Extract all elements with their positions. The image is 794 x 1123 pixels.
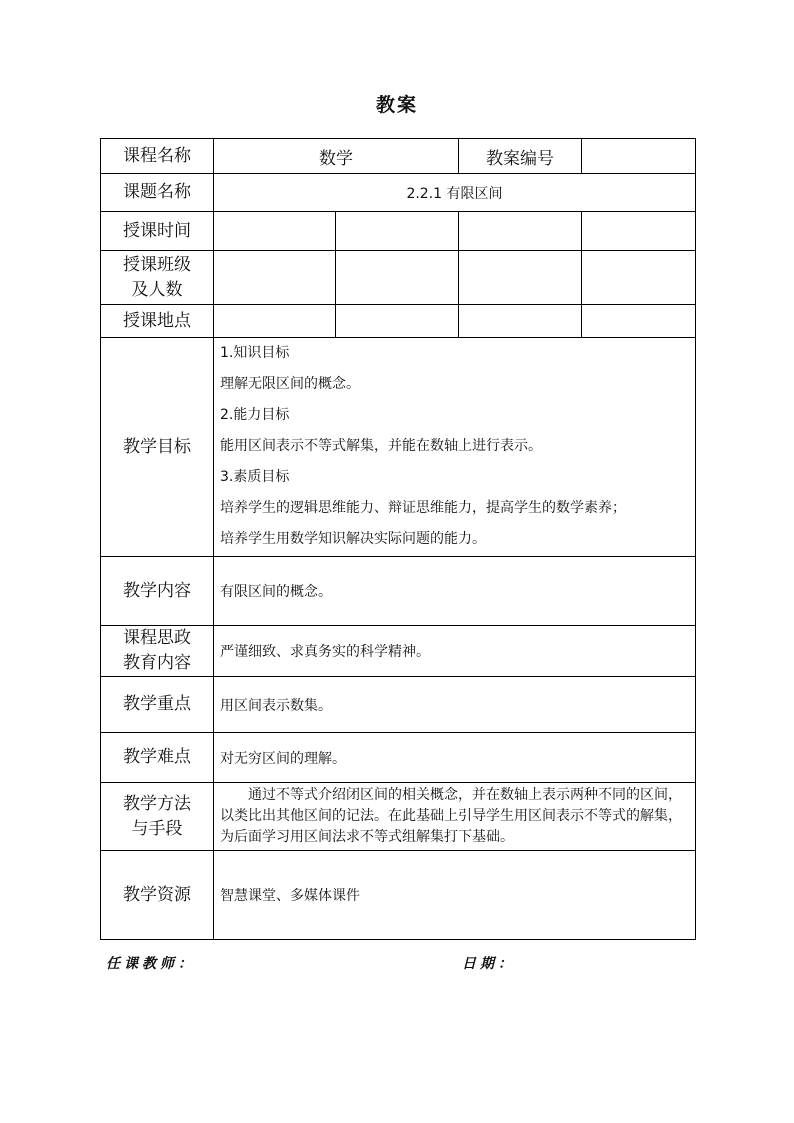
row-goals xyxy=(101,338,696,557)
row-key-points xyxy=(101,677,696,733)
methods-label xyxy=(101,783,214,851)
key-points-label: 教学重点 xyxy=(101,677,214,733)
ideology-label xyxy=(101,626,214,677)
date-label: 日期： xyxy=(462,956,516,972)
time-cell-4 xyxy=(582,212,696,251)
location-cell-2 xyxy=(336,305,459,338)
methods-label-line1: 教学方法 xyxy=(123,793,191,814)
plan-number-value xyxy=(582,139,696,174)
class-cell-1 xyxy=(214,251,336,305)
plan-number-label: 教案编号 xyxy=(459,139,582,174)
key-points-value: 用区间表示数集。 xyxy=(214,677,696,733)
goal-line: 3.素质目标 xyxy=(220,469,290,485)
row-class xyxy=(101,251,696,305)
location-label: 授课地点 xyxy=(101,305,214,338)
difficulties-label: 教学难点 xyxy=(101,733,214,783)
row-difficulties xyxy=(101,733,696,783)
methods-value xyxy=(214,783,696,851)
location-cell-3 xyxy=(459,305,582,338)
goals-content xyxy=(214,338,696,557)
methods-label-line2: 与手段 xyxy=(131,818,183,839)
ideology-value: 严谨细致、求真务实的科学精神。 xyxy=(214,626,696,677)
methods-text: 通过不等式介绍闭区间的相关概念，并在数轴上表示两种不同的区间，以类比出其他区间的记法。在此基础上引导学生用区间表示不等式的解集，为后面学习用区间法求不等式组解集打下基础。 xyxy=(220,787,682,845)
course-name-value: 数学 xyxy=(214,139,459,174)
location-cell-4 xyxy=(582,305,696,338)
class-label-line1: 授课班级 xyxy=(123,254,191,275)
difficulties-value: 对无穷区间的理解。 xyxy=(214,733,696,783)
content-value: 有限区间的概念。 xyxy=(214,557,696,626)
topic-value: 2.2.1 有限区间 xyxy=(214,174,696,212)
location-cell-1 xyxy=(214,305,336,338)
goal-line: 1.知识目标 xyxy=(220,345,290,361)
class-cell-3 xyxy=(459,251,582,305)
document-title: 教案 xyxy=(375,94,418,116)
row-time xyxy=(101,212,696,251)
lesson-plan-table xyxy=(100,138,696,940)
content-label: 教学内容 xyxy=(101,557,214,626)
class-label xyxy=(101,251,214,305)
class-label-line2: 及人数 xyxy=(131,279,183,300)
ideology-label-line1: 课程思政 xyxy=(123,628,191,648)
row-location xyxy=(101,305,696,338)
goal-line: 2.能力目标 xyxy=(220,407,290,423)
time-cell-1 xyxy=(214,212,336,251)
teacher-label: 任课教师： xyxy=(106,956,196,972)
time-label: 授课时间 xyxy=(101,212,214,251)
time-cell-3 xyxy=(459,212,582,251)
goals-label: 教学目标 xyxy=(101,338,214,557)
row-content xyxy=(101,557,696,626)
resources-value: 智慧课堂、多媒体课件 xyxy=(214,851,696,940)
row-topic xyxy=(101,174,696,212)
goal-line: 培养学生的逻辑思维能力、辩证思维能力，提高学生的数学素养； xyxy=(220,500,626,516)
goal-line: 培养学生用数学知识解决实际问题的能力。 xyxy=(220,531,486,547)
resources-label: 教学资源 xyxy=(101,851,214,940)
goal-line: 能用区间表示不等式解集，并能在数轴上进行表示。 xyxy=(220,438,542,454)
course-name-label: 课程名称 xyxy=(101,139,214,174)
time-cell-2 xyxy=(336,212,459,251)
row-resources xyxy=(101,851,696,940)
row-ideology xyxy=(101,626,696,677)
row-course-name xyxy=(101,139,696,174)
goal-line: 理解无限区间的概念。 xyxy=(220,376,360,392)
class-cell-2 xyxy=(336,251,459,305)
topic-label: 课题名称 xyxy=(101,174,214,212)
row-methods xyxy=(101,783,696,851)
class-cell-4 xyxy=(582,251,696,305)
ideology-label-line2: 教育内容 xyxy=(123,653,191,673)
